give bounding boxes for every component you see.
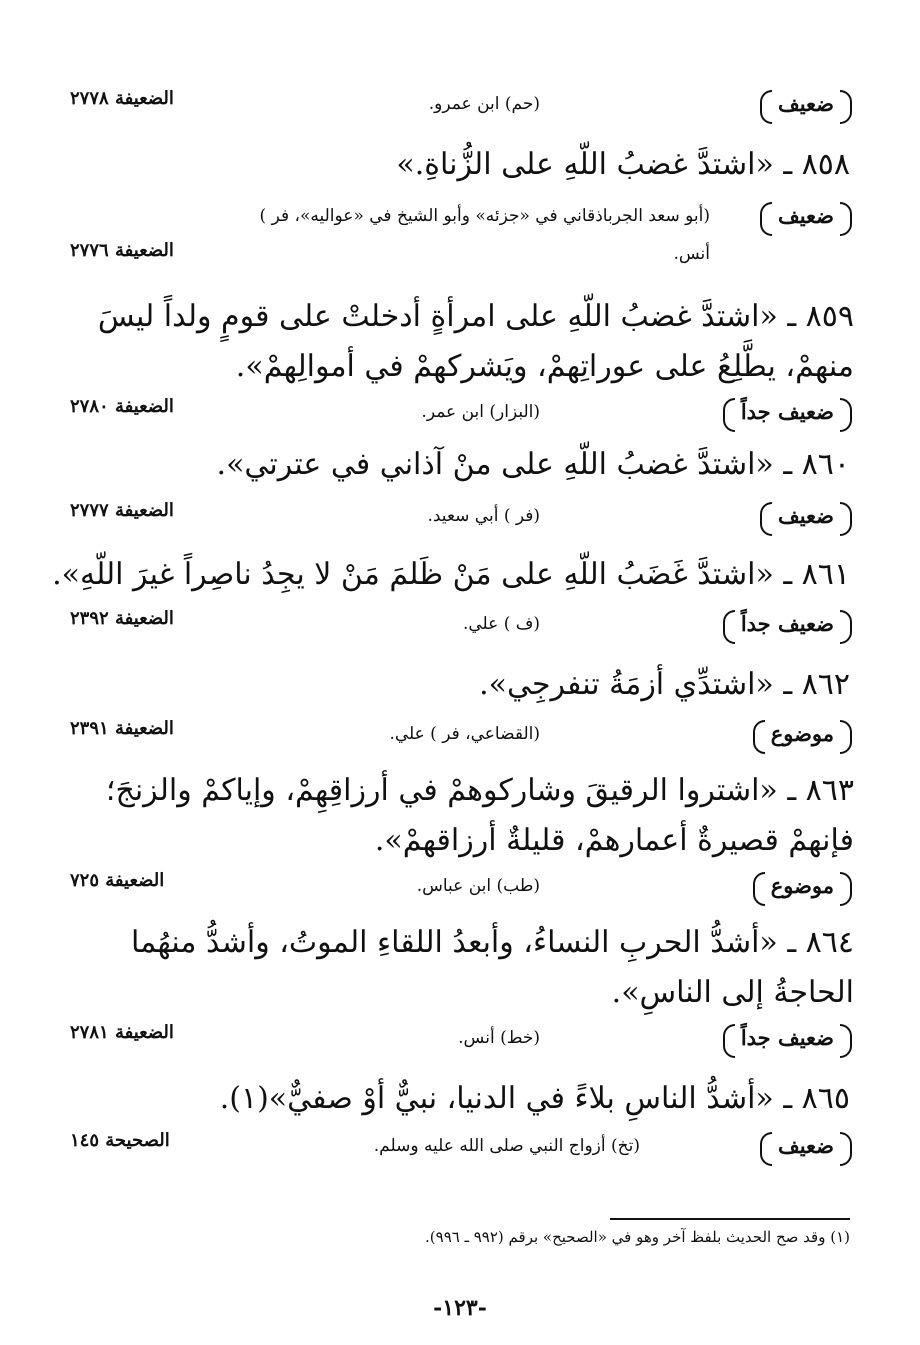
- hadith-text: ٨٥٨ ـ «اشتدَّ غضبُ اللّهِ على الزُّناةِ.»: [396, 147, 850, 182]
- hadith-text: ٨٦٣ ـ «اشتروا الرقيقَ وشاركوهمْ في أرزاقِهِمْ، وإياكمْ والزنجَ؛ فإنهمْ قصيرةٌ أعمارهمْ، قليلةٌ أرزاقهمْ».: [105, 773, 854, 858]
- reference-row: [60, 1020, 860, 1060]
- grade-label: موضوع: [755, 868, 850, 904]
- footnote: (١) وقد صح الحديث بلفظ آخر وهو في «الصحيح» برقم (٩٩٢ ـ ٩٩٦).: [425, 1228, 850, 1246]
- footnote-divider: [610, 1218, 850, 1220]
- reference-row: [60, 86, 860, 126]
- grade-label: ضعيف: [762, 1128, 850, 1164]
- grade-label: موضوع: [755, 716, 850, 752]
- reference-number: الضعيفة ٢٣٩١: [70, 718, 174, 739]
- source-text: (خط) أنس.: [458, 1028, 540, 1048]
- source-text: (طب) ابن عباس.: [416, 876, 540, 896]
- grade-label: ضعيف جداً: [725, 394, 850, 430]
- grade-label: ضعيف جداً: [725, 606, 850, 642]
- reference-number: الصحيحة ١٤٥: [70, 1130, 170, 1151]
- hadith-text: ٨٦١ ـ «اشتدَّ غَضَبُ اللّهِ على مَنْ ظَلمَ مَنْ لا يجِدُ ناصِراً غيرَ اللّهِ».: [52, 557, 850, 592]
- source-text: (حم) ابن عمرو.: [428, 94, 540, 114]
- source-text: (القضاعي، فر ) علي.: [389, 724, 540, 744]
- grade-label: ضعيف جداً: [725, 1020, 850, 1056]
- reference-number: الضعيفة ٧٢٥: [70, 870, 165, 891]
- grade-label: ضعيف: [762, 198, 850, 234]
- reference-row: [60, 716, 860, 756]
- reference-row-continued: [60, 238, 860, 278]
- hadith-text: ٨٦٢ ـ «اشتدِّي أزمَةُ تنفرجِي».: [479, 667, 850, 702]
- reference-row: [60, 868, 860, 908]
- hadith-text: ٨٥٩ ـ «اشتدَّ غضبُ اللّهِ على امرأةٍ أدخلتْ على قومٍ ولداً ليسَ منهمْ، يطَّلِعُ على عوراتِهمْ، ويَشركهمْ في أموالِهمْ».: [97, 299, 854, 384]
- hadith-text: ٨٦٥ ـ «أشدُّ الناسِ بلاءً في الدنيا، نبيٌّ أوْ صفيٌّ»(١).: [219, 1081, 850, 1116]
- hadith-text: ٨٦٤ ـ «أشدُّ الحربِ النساءُ، وأبعدُ اللقاءِ الموتُ، وأشدُّ منهُما الحاجةُ إلى الناسِ».: [131, 925, 854, 1010]
- source-text-continued: أنس.: [673, 244, 710, 264]
- reference-row: [60, 606, 860, 646]
- reference-number: الضعيفة ٢٧٧٨: [70, 88, 174, 109]
- source-text: (تخ) أزواج النبي صلى الله عليه وسلم.: [373, 1136, 640, 1156]
- page-number: -١٢٣-: [433, 1295, 487, 1321]
- hadith-text: ٨٦٠ ـ «اشتدَّ غضبُ اللّهِ على منْ آذاني في عترتي».: [216, 447, 850, 482]
- grade-label: ضعيف: [762, 86, 850, 122]
- source-text: (ف ) علي.: [462, 614, 540, 634]
- reference-number: الضعيفة ٢٧٨١: [70, 1022, 174, 1043]
- reference-number: الضعيفة ٢٧٧٧: [70, 500, 174, 521]
- source-text: (البزار) ابن عمر.: [421, 402, 540, 422]
- reference-row: [60, 198, 860, 238]
- grade-label: ضعيف: [762, 498, 850, 534]
- reference-row: [60, 1128, 860, 1168]
- reference-number: الضعيفة ٢٣٩٢: [70, 608, 174, 629]
- reference-row: [60, 498, 860, 538]
- source-text: (أبو سعد الجرباذقاني في «جزئه» وأبو الشيخ في «عواليه»، فر ): [259, 206, 710, 226]
- reference-number: الضعيفة ٢٧٨٠: [70, 396, 174, 417]
- reference-row: [60, 394, 860, 434]
- source-text: (فر ) أبي سعيد.: [427, 506, 540, 526]
- reference-number: الضعيفة ٢٧٧٦: [70, 240, 174, 261]
